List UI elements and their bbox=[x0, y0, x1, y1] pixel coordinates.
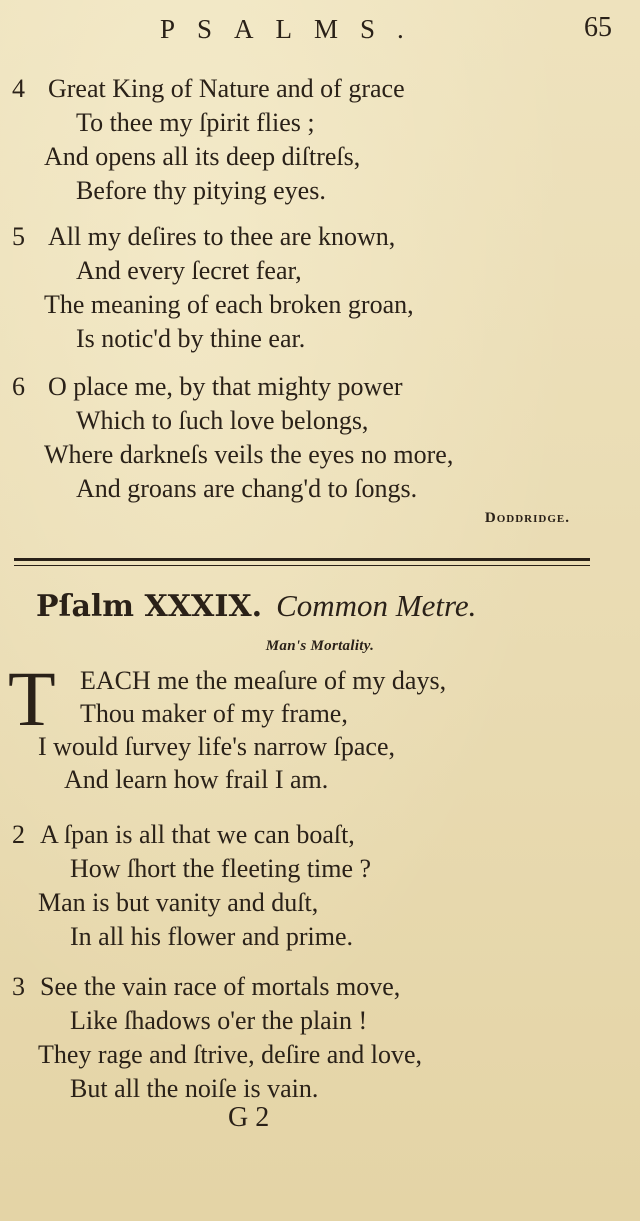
section-divider-thin bbox=[14, 565, 590, 566]
psalm-subject: Man's Mortality. bbox=[265, 638, 375, 654]
verse-line: Man is but vanity and duſt, bbox=[38, 888, 319, 917]
verse-line: Great King of Nature and of grace bbox=[48, 74, 405, 103]
verse-line: And groans are chang'd to ſongs. bbox=[76, 474, 418, 503]
verse-number: 3 bbox=[12, 972, 25, 1001]
verse-line: They rage and ſtrive, deſire and love, bbox=[38, 1040, 423, 1069]
verse-line: I would ſurvey life's narrow ſpace, bbox=[38, 732, 396, 761]
verse-number: 5 bbox=[12, 222, 25, 251]
verse-number: 6 bbox=[12, 372, 25, 401]
verse-line: Thou maker of my frame, bbox=[80, 699, 348, 728]
psalm-verse-2 bbox=[0, 818, 640, 954]
drop-cap: T bbox=[8, 655, 56, 742]
verse-number: 4 bbox=[12, 74, 25, 103]
verse-line: Is notic'd by thine ear. bbox=[76, 324, 306, 353]
verse-line: The meaning of each broken groan, bbox=[44, 290, 414, 319]
verse-line: Like ſhadows o'er the plain ! bbox=[70, 1006, 368, 1035]
verse-line: In all his flower and prime. bbox=[70, 922, 354, 951]
verse-5 bbox=[0, 220, 640, 356]
verse-line: See the vain race of mortals move, bbox=[40, 972, 401, 1001]
page-header bbox=[0, 14, 640, 50]
verse-line: EACH me the meaſure of my days, bbox=[80, 666, 447, 695]
hymn-author: Doddridge. bbox=[484, 510, 570, 526]
psalm-heading bbox=[36, 588, 616, 628]
psalm-title: Pſalm XXXIX. bbox=[36, 589, 263, 624]
stanza-1 bbox=[0, 664, 640, 796]
verse-line: A ſpan is all that we can boaſt, bbox=[40, 820, 355, 849]
verse-line: And learn how frail I am. bbox=[64, 765, 329, 794]
printer-signature: G 2 bbox=[228, 1102, 270, 1133]
verse-number: 2 bbox=[12, 820, 25, 849]
verse-line: But all the noiſe is vain. bbox=[70, 1074, 319, 1103]
verse-line: O place me, by that mighty power bbox=[48, 372, 403, 401]
verse-line: How ſhort the fleeting time ? bbox=[70, 854, 372, 883]
psalm-verse-3 bbox=[0, 970, 640, 1106]
verse-4 bbox=[0, 72, 640, 208]
verse-line: To thee my ſpirit flies ; bbox=[76, 108, 315, 137]
verse-line: And every ſecret fear, bbox=[76, 256, 302, 285]
verse-line: All my deſires to thee are known, bbox=[48, 222, 396, 251]
running-title: PSALMS. bbox=[160, 14, 426, 44]
section-divider-thick bbox=[14, 558, 590, 561]
verse-line: Where darkneſs veils the eyes no more, bbox=[44, 440, 454, 469]
verse-6 bbox=[0, 370, 640, 506]
verse-line: Which to ſuch love belongs, bbox=[76, 406, 369, 435]
page-number: 65 bbox=[584, 12, 612, 43]
verse-line: Before thy pitying eyes. bbox=[76, 176, 326, 205]
verse-line: And opens all its deep diſtreſs, bbox=[44, 142, 361, 171]
psalm-meter: Common Metre. bbox=[276, 588, 477, 623]
